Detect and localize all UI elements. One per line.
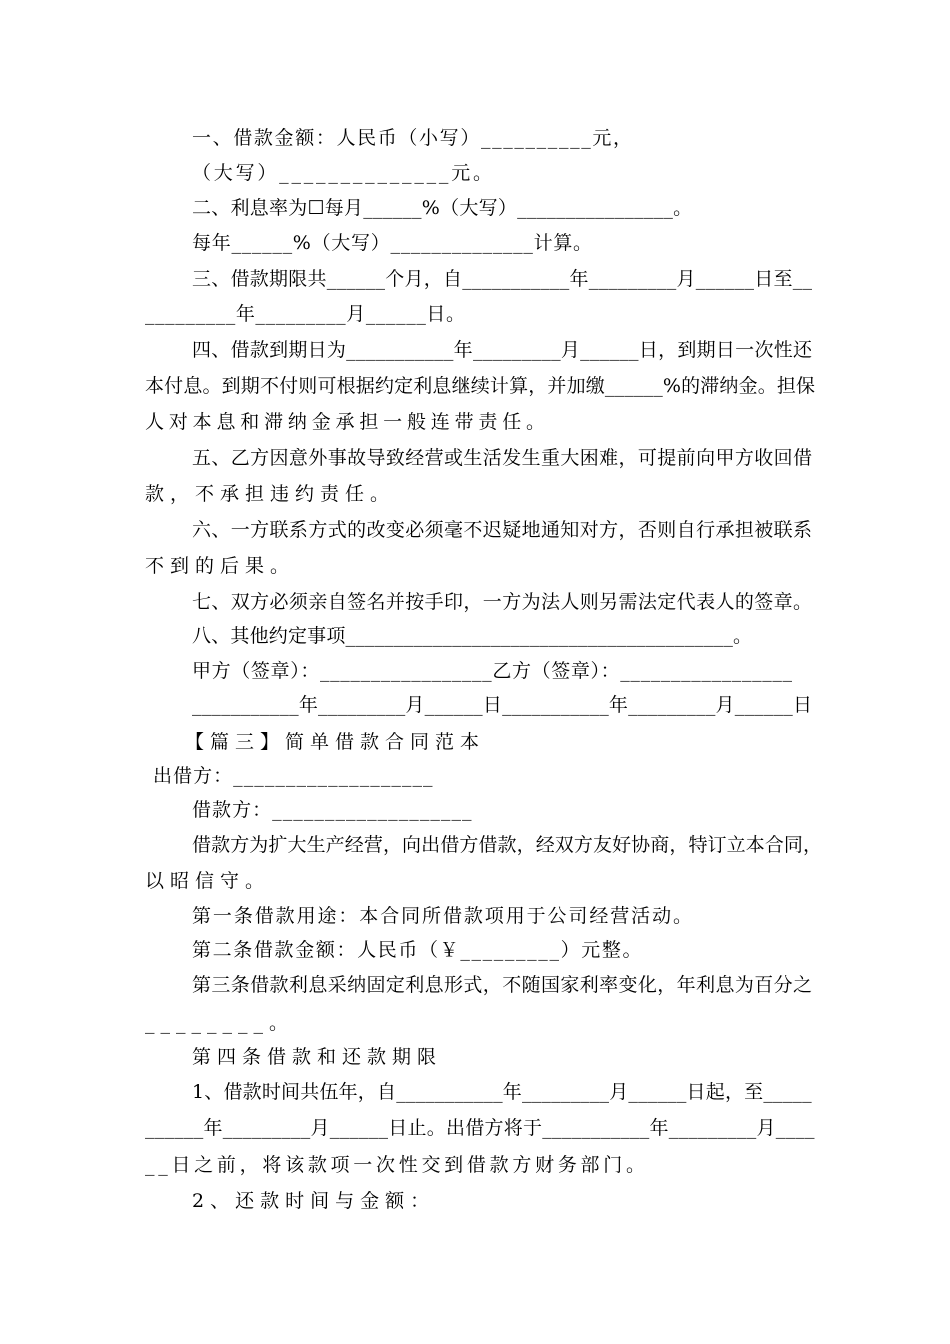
lender-line: 出借方：___________________	[153, 765, 434, 787]
article-2-line: 第二条借款金额：人民币（￥_________）元整。	[192, 939, 644, 961]
borrower-line: 借款方：___________________	[192, 799, 473, 821]
clause-3-line-2: _________年_________月______日。	[145, 303, 466, 325]
clause-1-line-1: 一、借款金额：人民币（小写）__________元，	[192, 127, 634, 149]
article-4-item-1-line-2: ______年_________月______日止。出借方将于___________年_________月____	[145, 1117, 815, 1139]
intro-line-2: 以昭信守。	[145, 870, 271, 892]
clause-4-line-2: 本付息。到期不付则可根据约定利息继续计算，并加缴______%的滞纳金。担保	[145, 375, 816, 397]
clause-3-line-1: 三、借款期限共______个月，自___________年_________月______日至__	[192, 268, 813, 290]
article-1-line: 第一条借款用途：本合同所借款项用于公司经营活动。	[192, 905, 694, 927]
clause-5-line-2: 款，不承担违约责任。	[145, 483, 396, 505]
article-4-item-2-line: 2、还款时间与金额：	[192, 1190, 436, 1212]
article-3-line-1: 第三条借款利息采纳固定利息形式，不随国家利率变化，年利息为百分之	[192, 974, 813, 996]
clause-6-line-1: 六、一方联系方式的改变必须毫不迟疑地通知对方，否则自行承担被联系	[192, 519, 813, 541]
clause-8-line: 八、其他约定事项________________________________________。	[192, 625, 753, 647]
clause-7-line: 七、双方必须亲自签名并按手印，一方为法人则另需法定代表人的签章。	[192, 591, 813, 613]
article-4-item-1-line-1: 1、借款时间共伍年，自___________年_________月______日起，至_____	[192, 1081, 812, 1103]
clause-5-line-1: 五、乙方因意外事故导致经营或生活发生重大困难，可提前向甲方收回借	[192, 447, 813, 469]
clause-4-line-3: 人对本息和滞纳金承担一般连带责任。	[145, 411, 550, 433]
section-heading: 【篇三】简单借款合同范本	[185, 731, 486, 753]
article-4-heading: 第四条借款和还款期限	[192, 1046, 443, 1068]
clause-4-line-1: 四、借款到期日为___________年_________月______日，到期日一次性还	[192, 339, 813, 361]
clause-2-line-1: 二、利息率为☐每月______%（大写）________________。	[192, 197, 693, 219]
article-4-item-1-line-3: __日之前，将该款项一次性交到借款方财务部门。	[145, 1154, 649, 1176]
date-line: ___________年_________月______日___________年_________月______日	[192, 694, 813, 716]
intro-line-1: 借款方为扩大生产经营，向出借方借款，经双方友好协商，特订立本合同，	[192, 834, 823, 856]
clause-2-line-2: 每年______%（大写）______________计算。	[192, 232, 593, 254]
clause-6-line-2: 不到的后果。	[145, 555, 296, 577]
signature-line: 甲方（签章）：_________________乙方（签章）：_________________	[192, 660, 793, 682]
clause-1-line-2: （大写）______________元。	[192, 162, 495, 184]
article-3-line-2: ________。	[145, 1012, 295, 1034]
